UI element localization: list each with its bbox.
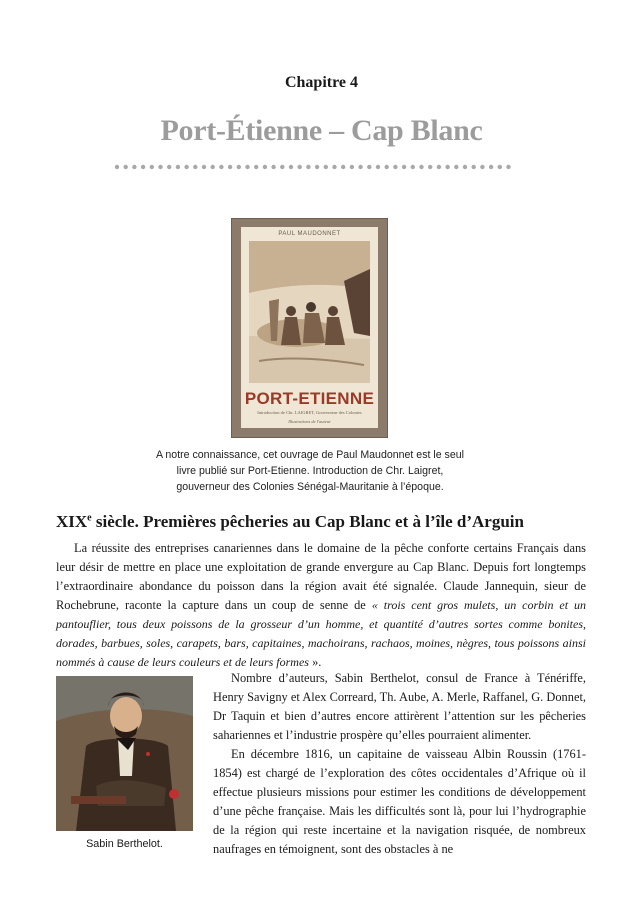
chapter-title: Port-Étienne – Cap Blanc xyxy=(160,114,483,147)
paragraph-1-end: ». xyxy=(308,655,322,669)
portrait-caption: Sabin Berthelot. xyxy=(86,838,163,850)
divider-dot xyxy=(263,165,267,169)
book-cover-caption: A notre connaissance, cet ouvrage de Paul Maudonnet est le seul livre publié sur Port-Etienne. Introduction de Chr. Laigret, gouverneur des Colonies Sénégal-Mauritanie à l’époque. xyxy=(155,449,464,493)
divider-dot xyxy=(385,165,389,169)
divider-dot xyxy=(306,165,310,169)
paragraph-1-text: La réussite des entreprises canariennes dans le domaine de la pêche conforte certains Français dans leur désir de mettre en place une exploitation de grande envergure au Cap Blanc. Depuis fort longtemps l’extraordinaire abondance du poisson dans la région avait été signalée. Claude Jannequin, sieur de Rochebrune, raconte la capture dans un coup de senne de xyxy=(56,541,586,612)
section-heading-century: XIX xyxy=(56,512,88,531)
book-cover-subtitle xyxy=(241,410,378,425)
divider-dot xyxy=(489,165,493,169)
divider-dot xyxy=(228,165,232,169)
divider-dot xyxy=(124,165,128,169)
divider-dot xyxy=(289,165,293,169)
divider-dot xyxy=(132,165,136,169)
divider-dot xyxy=(280,165,284,169)
divider-dot xyxy=(211,165,215,169)
divider-dot xyxy=(350,165,354,169)
divider-dot xyxy=(141,165,145,169)
divider-dot xyxy=(498,165,502,169)
book-cover-page xyxy=(241,227,378,428)
divider-dot xyxy=(176,165,180,169)
divider-dot xyxy=(158,165,162,169)
divider-dot xyxy=(437,165,441,169)
book-cover-illustration xyxy=(249,241,370,383)
sabin-berthelot-portrait xyxy=(56,676,193,831)
divider-dot xyxy=(445,165,449,169)
divider-dot xyxy=(341,165,345,169)
divider-dot xyxy=(193,165,197,169)
book-cover-subtitle-line2: Illustrations de l'auteur xyxy=(288,419,331,424)
divider-dot xyxy=(506,165,510,169)
section-heading xyxy=(56,512,596,532)
dotted-divider xyxy=(113,163,513,171)
paragraph-3: En décembre 1816, un capitaine de vaisseau Albin Roussin (1761-1854) est chargé de l’exploration des côtes occidentales d’Afrique où il effectue plusieurs missions pour estimer les conditions de développement d’une pêche française. Mais les difficultés sont là, pour lui l’hydrographie de la région qui reste incertaine et la navigation risquée, de nombreux naufrages en témoignent, sont des obstacles à ne xyxy=(213,747,586,856)
paragraph-2: Nombre d’auteurs, Sabin Berthelot, consul de France à Ténériffe, Henry Savigny et Alex Correard, Th. Aube, A. Merle, Raffanel, G. Donnet, Dr Taquin et bien d’autres encore attirèrent l’attention sur les pêcheries sahariennes et l’industrie prospère qu’elles pourraient alimenter. xyxy=(213,671,586,742)
divider-dot xyxy=(463,165,467,169)
book-cover-subtitle-line1: Introduction de Chr. LAIGRET, Gouverneur des Colonies xyxy=(257,410,362,415)
divider-dot xyxy=(167,165,171,169)
divider-dot xyxy=(324,165,328,169)
divider-dot xyxy=(245,165,249,169)
divider-dot xyxy=(184,165,188,169)
section-heading-superscript: e xyxy=(87,512,92,524)
divider-dot xyxy=(202,165,206,169)
divider-dot xyxy=(271,165,275,169)
divider-dot xyxy=(428,165,432,169)
divider-dot xyxy=(411,165,415,169)
divider-dot xyxy=(298,165,302,169)
section-heading-text: siècle. Premières pêcheries au Cap Blanc et à l’île d’Arguin xyxy=(91,512,524,531)
divider-dot xyxy=(332,165,336,169)
paragraph-1 xyxy=(56,539,586,672)
divider-dot xyxy=(419,165,423,169)
divider-dot xyxy=(219,165,223,169)
divider-dot xyxy=(367,165,371,169)
divider-dot xyxy=(480,165,484,169)
divider-dot xyxy=(472,165,476,169)
divider-dot xyxy=(115,165,119,169)
divider-dot xyxy=(402,165,406,169)
book-cover-title: PORT-ETIENNE xyxy=(244,389,375,408)
divider-dot xyxy=(150,165,154,169)
book-cover-image xyxy=(231,218,388,438)
divider-dot xyxy=(376,165,380,169)
divider-dot xyxy=(315,165,319,169)
divider-dot xyxy=(358,165,362,169)
paragraph-1-quote: « trois cent gros mulets, un corbin et un pantouflier, tous deux poissons de la grosseur d’un homme, et quantité d’autres sortes comme bonites, dorades, barbues, soles, carapets, bars, capitaines, machoirans, rachaos, moines, nègres, tous poissons ainsi nommés à cause de leurs couleurs et de leurs formes xyxy=(56,598,587,669)
book-cover-author: PAUL MAUDONNET xyxy=(278,231,341,237)
divider-dot xyxy=(254,165,258,169)
divider-dot xyxy=(454,165,458,169)
divider-dot xyxy=(237,165,241,169)
chapter-label: Chapitre 4 xyxy=(284,74,359,91)
divider-dot xyxy=(393,165,397,169)
